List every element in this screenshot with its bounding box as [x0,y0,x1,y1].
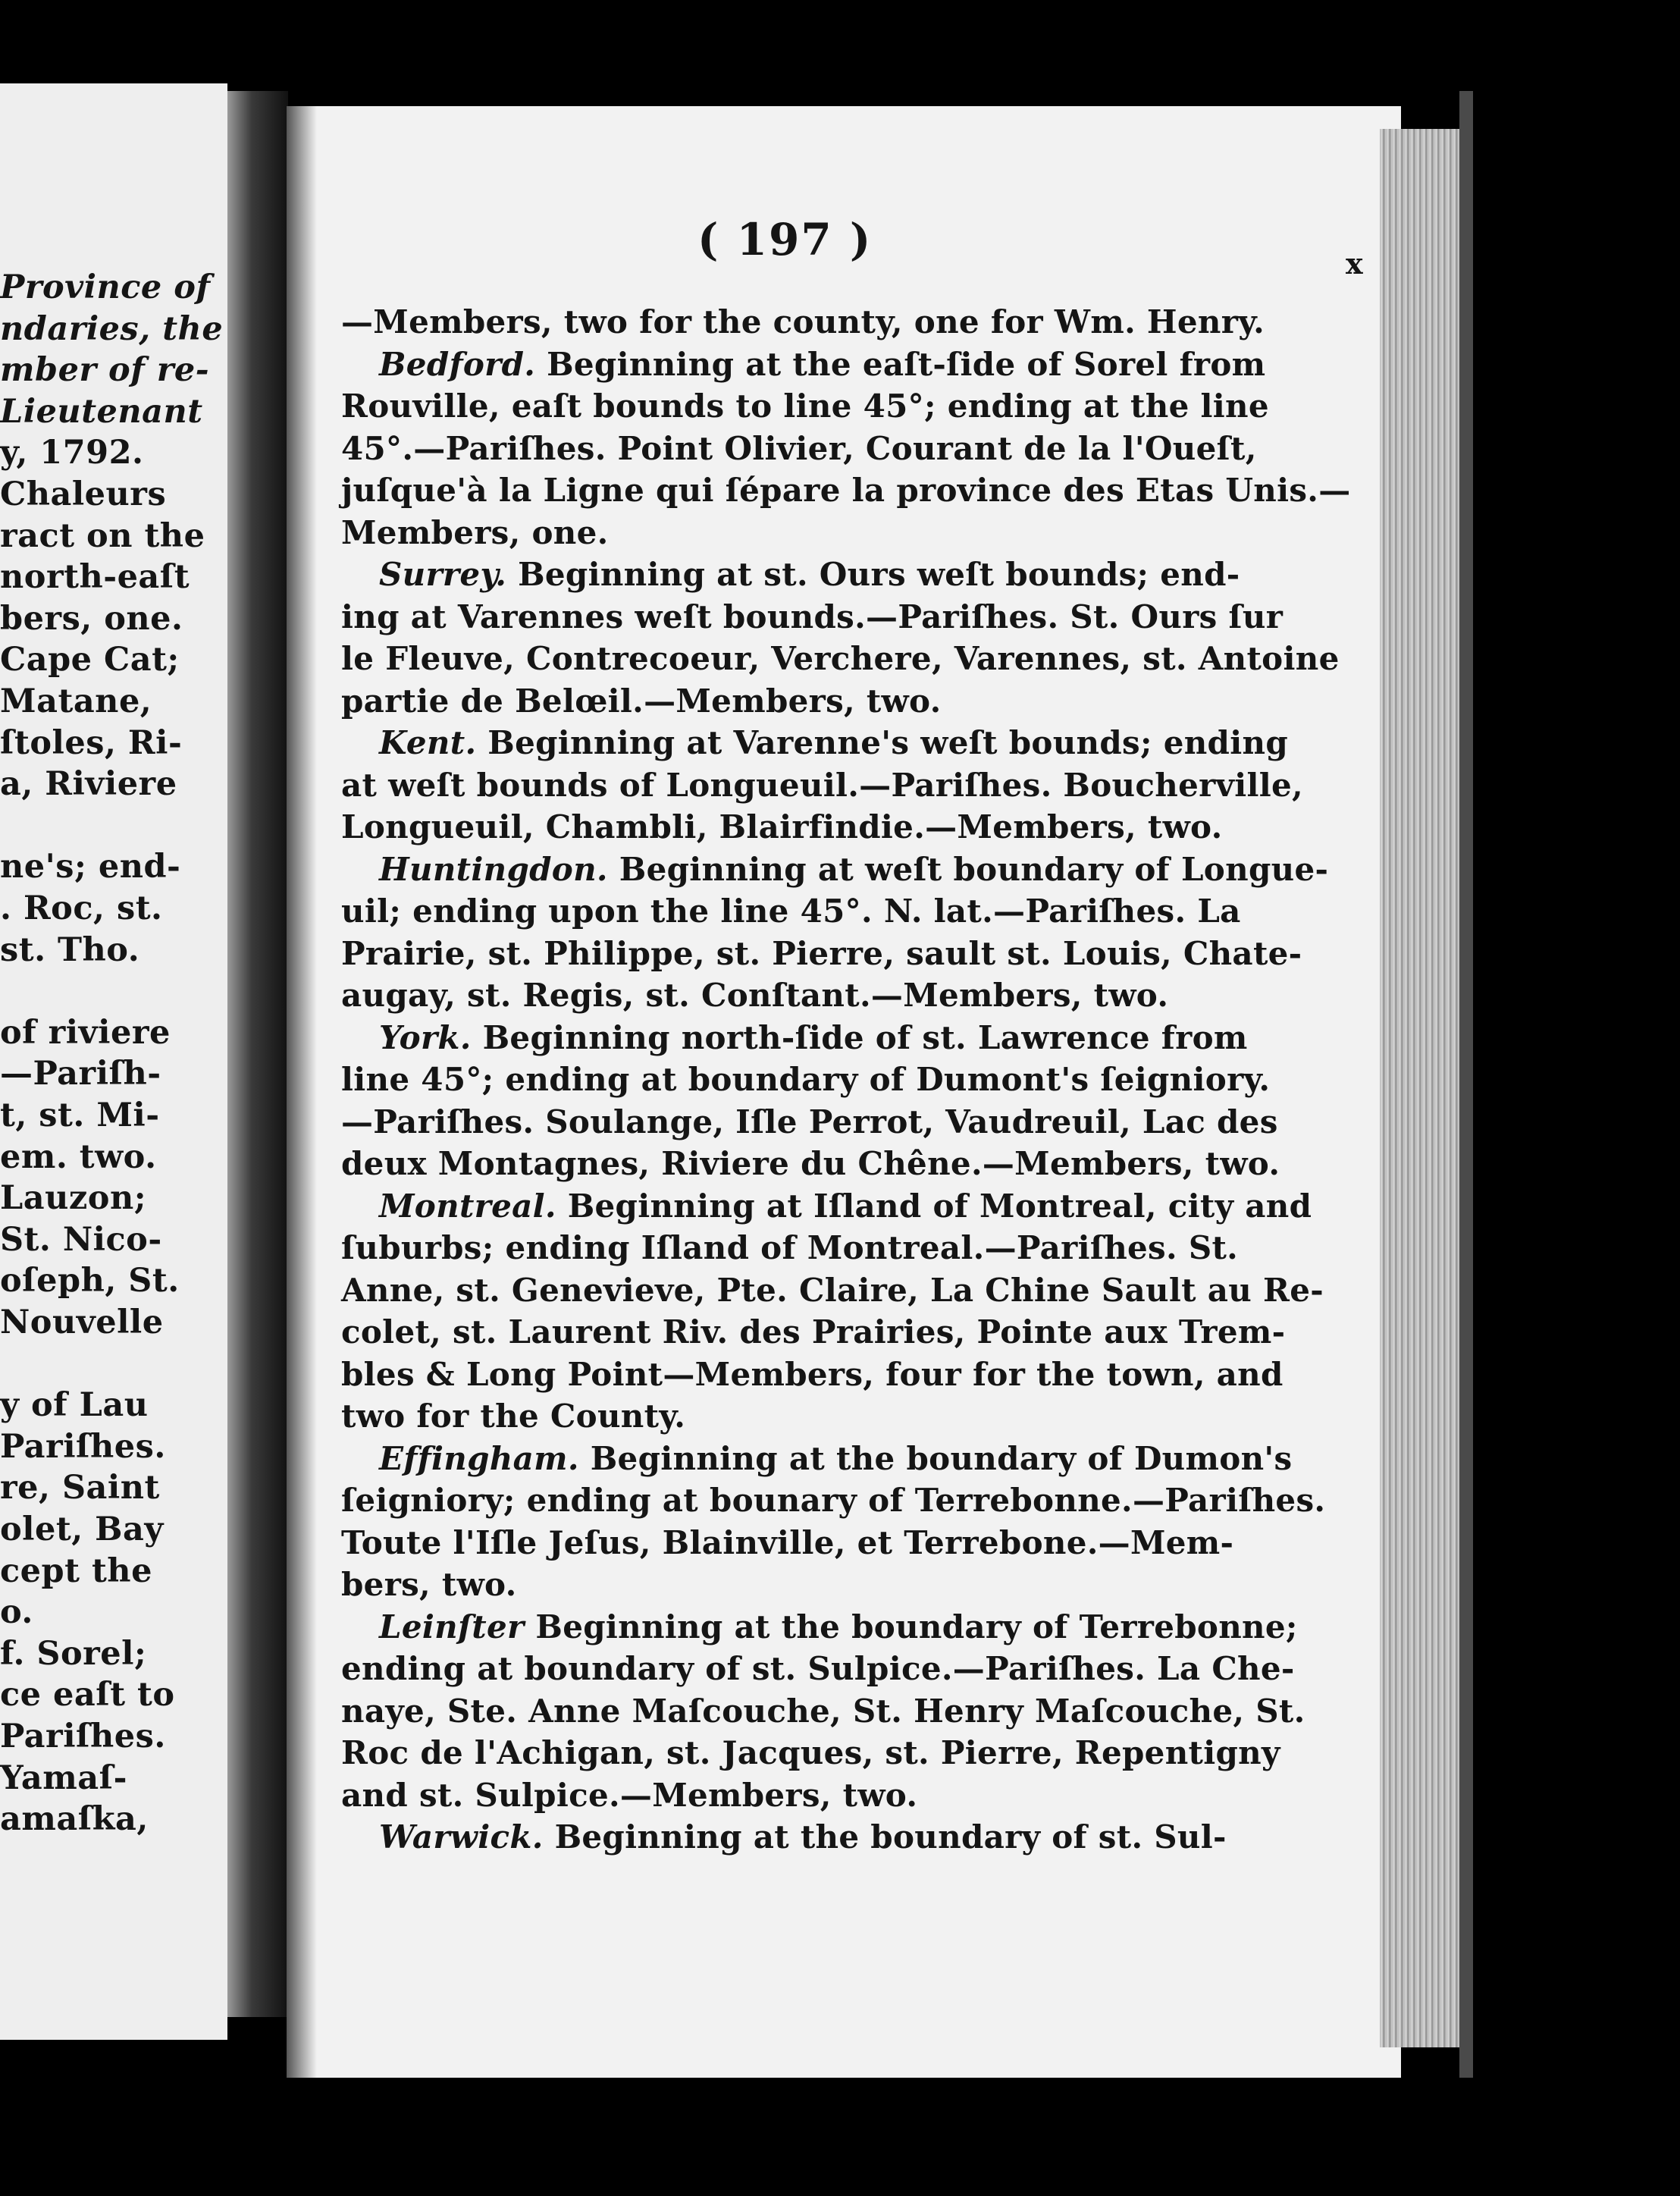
line-text: ſeigniory; ending at bounary of Terrebonne.—Pariſhes. [341,1482,1326,1519]
line-text: at weſt bounds of Longueuil.—Pariſhes. Boucherville, [341,766,1303,804]
left-page-line: oſeph, St. [0,1262,180,1300]
left-page-line: St. Nico- [0,1220,162,1259]
line-text: Prairie, st. Philippe, st. Pierre, sault st. Louis, Chate- [341,934,1302,972]
text-line [341,1103,1278,1140]
line-text: 45°.—Pariſhes. Point Olivier, Courant de la l'Oueſt, [341,429,1257,467]
line-text: ſuburbs; ending Iſland of Montreal.—Pariſhes. St. [341,1229,1239,1266]
text-line [379,1187,1312,1225]
left-page-line: amaſka, [0,1800,149,1839]
county-name: Effingham. [379,1439,579,1477]
text-line [341,893,1241,930]
text-line [341,1692,1305,1730]
line-text: le Fleuve, Contrecoeur, Verchere, Varennes, st. Antoine [341,640,1340,677]
left-page-line: cept the [0,1551,152,1590]
line-text: uil; ending upon the line 45°. N. lat.—Pariſhes. La [341,893,1241,930]
text-line [341,514,609,551]
line-text: Anne, st. Genevieve, Pte. Claire, La Chine Sault au Re- [341,1271,1324,1309]
line-text: line 45°; ending at boundary of Dumont's ſeigniory. [341,1061,1271,1098]
line-text: Beginning at weſt boundary of Longue- [607,850,1329,888]
left-page-line: em. two. [0,1137,157,1176]
left-page-line: o. [0,1593,33,1632]
left-page-line: y of Lau [0,1386,149,1425]
text-line [341,808,1223,845]
left-page-line: mber of re- [0,351,210,390]
line-text: Rouville, eaſt bounds to line 45°; ending at the line [341,387,1269,425]
left-page [0,83,227,2040]
text-line [341,1566,517,1603]
left-page-line: Pariſhes. [0,1427,166,1466]
line-text: juſque'à la Ligne qui ſépare la province des Etas Unis.— [341,472,1351,509]
line-text: deux Montagnes, Riviere du Chêne.—Members, two. [341,1145,1280,1182]
line-text: and st. Sulpice.—Members, two. [341,1776,918,1814]
text-line [379,1019,1248,1056]
county-name: Bedford. [379,345,536,383]
text-line [341,1482,1325,1519]
left-page-line: Matane, [0,682,152,720]
county-name: Warwick. [379,1818,544,1856]
left-page-line: a, Riviere [0,765,177,804]
text-line [379,724,1288,761]
line-text: two for the County. [341,1398,686,1435]
line-text: ing at Varennes weſt bounds.—Pariſhes. St. Ours ſur [341,598,1284,635]
margin-mark: x [1346,246,1363,281]
text-line [341,640,1340,677]
line-text: Roc de l'Achigan, st. Jacques, st. Pierre, Repentigny [341,1734,1280,1771]
text-line [341,303,1265,340]
text-line [341,1229,1238,1266]
left-page-line: —Pariſh- [0,1055,161,1093]
text-line [341,1272,1324,1309]
line-text: bles & Long Point—Members, four for the town, and [341,1355,1284,1393]
line-text: Beginning at the boundary of Dumon's [578,1439,1293,1477]
line-text: Beginning at the boundary of st. Sul- [543,1818,1227,1856]
line-text: Toute l'Iſle Jeſus, Blainville, et Terrebone.—Mem- [341,1523,1234,1561]
text-line [379,1440,1293,1477]
text-line [341,472,1351,509]
text-line [341,1524,1233,1561]
county-name: York. [379,1018,472,1056]
text-line [341,1734,1280,1771]
left-page-line: re, Saint [0,1469,160,1507]
left-page-line: ce eaſt to [0,1676,175,1714]
line-text: ending at boundary of st. Sulpice.—Pariſhes. La Che- [341,1650,1295,1687]
left-page-line: Chaleurs [0,475,167,513]
line-text: Beginning at Iſland of Montreal, city and [556,1187,1312,1225]
line-text: naye, Ste. Anne Maſcouche, St. Henry Maſcouche, St. [341,1692,1305,1730]
line-text: Beginning at the boundary of Terrebonne; [524,1608,1298,1645]
left-page-line: Yamaſ- [0,1758,127,1797]
left-page-line: bers, one. [0,599,183,638]
text-line [379,346,1265,383]
line-text: Longueuil, Chambli, Blairfindie.—Members, two. [341,808,1223,845]
page-number: ( 197 ) [697,214,873,265]
left-page-line: olet, Bay [0,1511,164,1548]
text-line [341,1356,1284,1393]
left-page-line: . Roc, st. [0,889,163,927]
line-text: Members, one. [341,513,609,551]
line-text: Beginning at Varenne's weſt bounds; ending [476,724,1288,761]
book-cover-edge [1459,91,1473,2078]
line-text: —Members, two for the county, one for Wm. Henry. [341,303,1265,340]
left-page-line: st. Tho. [0,930,140,969]
line-text: colet, st. Laurent Riv. des Prairies, Pointe aux Trem- [341,1313,1286,1351]
text-line [341,1313,1285,1351]
text-line [341,598,1283,635]
text-line [341,935,1302,972]
left-page-line: f. Sorel; [0,1634,147,1673]
left-page-line: Lauzon; [0,1179,147,1218]
line-text: bers, two. [341,1566,517,1603]
text-line [341,682,942,720]
left-page-line: ne's; end- [0,848,181,886]
text-line [341,977,1168,1014]
line-text: Beginning at the eaſt-ſide of Sorel from [535,345,1266,383]
text-line [379,556,1240,593]
page-edges [1380,129,1463,2047]
left-page-line: Cape Cat; [0,641,180,679]
text-line [379,1608,1298,1645]
left-page-line: ndaries, the [0,309,224,348]
line-text: partie de Belœil.—Members, two. [341,682,942,720]
text-line [379,851,1328,888]
left-page-line: Province of [0,268,211,306]
text-line [341,430,1257,467]
county-name: Montreal. [379,1187,556,1225]
line-text: —Pariſhes. Soulange, Iſle Perrot, Vaudreuil, Lac des [341,1103,1278,1140]
text-line [341,387,1269,425]
left-page-line: north-eaſt [0,558,190,597]
county-name: Huntingdon. [379,850,608,888]
line-text: Beginning north-ſide of st. Lawrence from [471,1018,1248,1056]
page-shadow [287,106,317,2078]
county-name: Kent. [379,724,477,761]
text-line [341,767,1303,804]
left-page-line: Pariſhes. [0,1718,166,1755]
left-page-line: of riviere [0,1013,171,1052]
text-line [379,1818,1227,1856]
left-page-line: ſtoles, Ri- [0,723,183,762]
text-line [341,1398,685,1435]
left-page-line: y, 1792. [0,434,144,472]
text-line [341,1777,917,1814]
book-gutter [227,91,288,2017]
text-line [341,1650,1295,1687]
line-text: Beginning at st. Ours weſt bounds; end- [506,556,1240,593]
left-page-line: ract on the [0,516,205,555]
county-name: Leinſter [379,1608,525,1645]
text-line [341,1061,1270,1098]
text-line [341,1145,1280,1182]
left-page-line: t, st. Mi- [0,1096,160,1134]
county-name: Surrey. [379,556,507,593]
left-page-line: Lieutenant [0,392,203,431]
left-page-line: Nouvelle [0,1303,164,1341]
line-text: augay, st. Regis, st. Conſtant.—Members, two. [341,977,1169,1014]
